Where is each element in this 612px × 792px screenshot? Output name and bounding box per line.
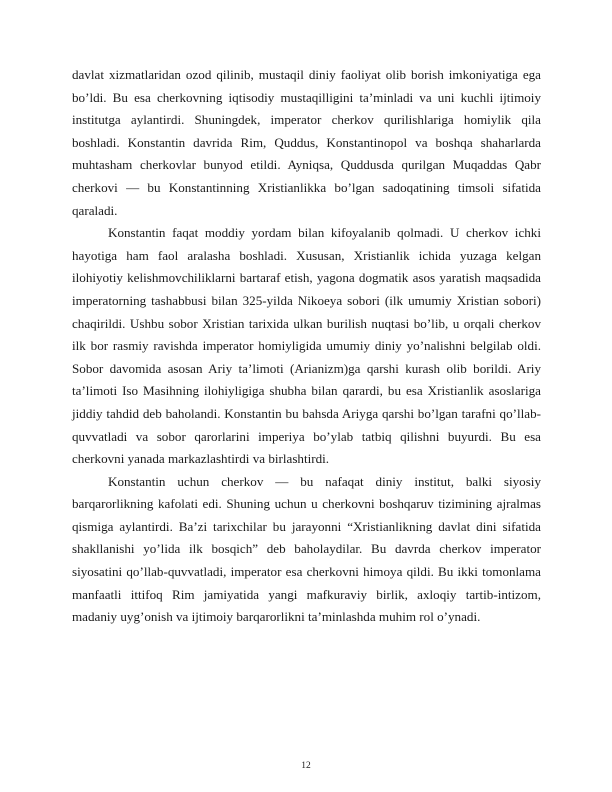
document-page <box>72 64 541 629</box>
paragraph-1: davlat xizmatlaridan ozod qilinib, mustaqil diniy faoliyat olib borish imkoniyatiga ega bo’ldi. Bu esa cherkovning iqtisodiy mustaqilligini ta’minladi va uni kuchli ijtimoiy institutga aylantirdi. Shuningdek, imperator cherkov qurilishlariga homiylik qila boshladi. Konstantin davrida Rim, Quddus, Konstantinopol va boshqa shaharlarda muhtasham cherkovlar bunyod etildi. Ayniqsa, Quddusda qurilgan Muqaddas Qabr cherkovi — bu Konstantinning Xristianlikka bo’lgan sadoqatining timsoli sifatida qaraladi. <box>72 67 541 218</box>
page-number: 12 <box>301 761 311 771</box>
paragraph-3: Konstantin uchun cherkov — bu nafaqat diniy institut, balki siyosiy barqarorlikning kafolati edi. Shuning uchun u cherkovni boshqaruv tizimining ajralmas qismiga aylantirdi. Ba’zi tarixchilar bu jarayonni “Xristianlikning davlat dini sifatida shakllanishi yo’lida ilk bosqich” deb baholaydilar. Bu davrda cherkov imperator siyosatini qo’llab-quvvatladi, imperator esa cherkovni himoya qildi. Bu ikki tomonlama manfaatli ittifoq Rim jamiyatida yangi mafkuraviy birlik, axloqiy tartib-intizom, madaniy uyg’onish va ijtimoiy barqarorlikni ta’minlashda muhim rol o’ynadi. <box>72 473 541 625</box>
paragraph-2: Konstantin faqat moddiy yordam bilan kifoyalanib qolmadi. U cherkov ichki hayotiga ham faol aralasha boshladi. Xususan, Xristianlik ichida yuzaga kelgan ilohiyotiy kelishmovchiliklarni bartaraf etish, yagona dogmatik asos yaratish maqsadida imperatorning tashabbusi bilan 325-yilda Nikoeya sobori (ilk umumiy Xristian sobori) chaqirildi. Ushbu sobor Xristian tarixida ulkan burilish nuqtasi bo’lib, u orqali cherkov ilk bor rasmiy ravishda imperator homiyligida umumiy diniy yo’nalishni belgilab oldi. Sobor davomida asosan Ariy ta’limoti (Arianizm)ga qarshi kurash olib borildi. Ariy ta’limoti Iso Masihning ilohiyligiga shubha bilan qarardi, bu esa Xristianlik asoslariga jiddiy tahdid deb baholandi. Konstantin bu bahsda Ariyga qarshi bo’lgan tarafni qo’llab-quvvatladi va sobor qarorlarini imperiya bo’ylab tatbiq qilishni buyurdi. Bu esa cherkovni yanada markazlashtirdi va birlashtirdi. <box>72 225 541 467</box>
